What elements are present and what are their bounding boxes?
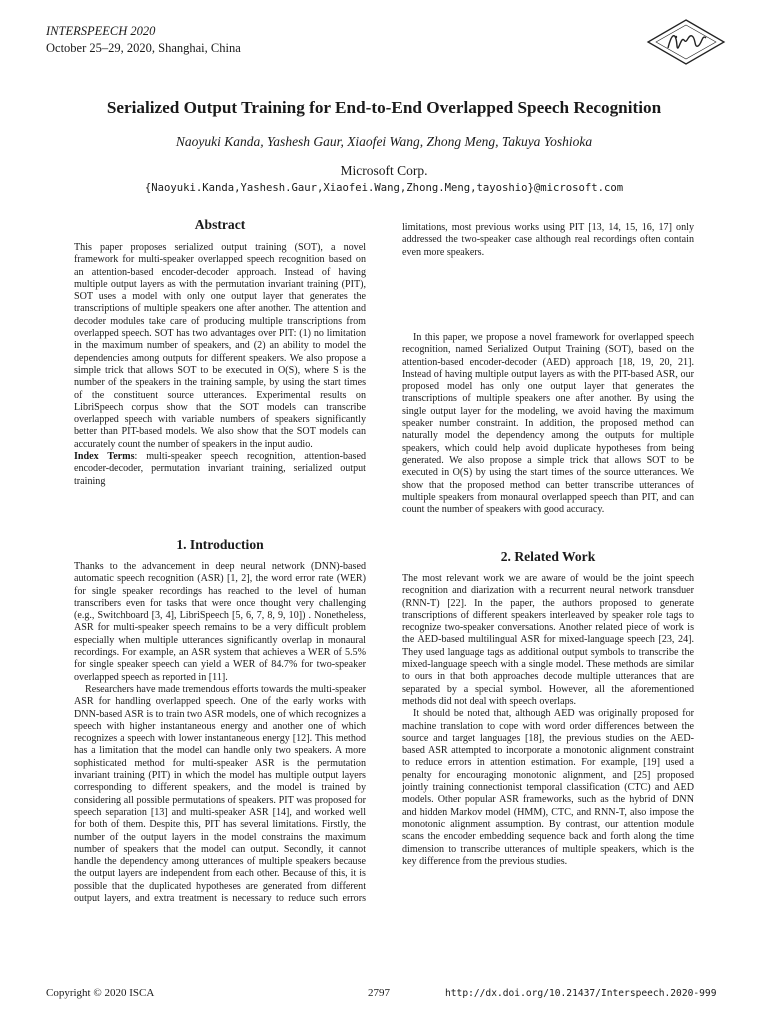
- doi-link[interactable]: http://dx.doi.org/10.21437/Interspeech.2020-999: [445, 988, 717, 999]
- introduction-body-right: [402, 222, 694, 516]
- isca-logo-icon: [646, 18, 726, 66]
- abstract-body: [74, 242, 366, 488]
- related-work-heading: 2. Related Work: [500, 549, 596, 564]
- intro-paragraph-1: Thanks to the advancement in deep neural network (DNN)-based automatic speech recognition (ASR) [1, 2], the word error rate (WER) for single speaker recordings has reached to the level of human transcribers even for tasks that were once thought very challenging (e.g., Switchboard [3, 4], LibriSpeech [5, 6, 7, 8, 9, 10]) . Nonetheless, ASR for multi-speaker speech remains to be a very difficult problem especially when multiple utterances significantly overlap in monaural recordings. For example, an ASR system that achieves a WER of 5.5% for single speaker speech can yield a WER of 84.7% for two-speaker overlapped speech as reported in [11].: [74, 561, 366, 683]
- intro-paragraph-3: In this paper, we propose a novel framework for overlapped speech recognition, named Serialized Output Training (SOT), based on the attention-based encoder-decoder (AED) approach [18, 19, 20, 21]. Instead of having multiple output layers as with the PIT-based ASR, our proposed model has only one output layer that generates the transcriptions of multiple speakers one after another. By using the single output layer for the modeling, we avoid having the maximum speaker number constraint. In addition, the proposed method can naturally model the dependency among the outputs for multiple speakers, which could help avoid duplicate hypotheses from being generated. We also propose a simple trick that allows SOT to be executed in O(S) by using the start times of the source utterances. We show that the proposed method can better transcribe utterances of multiple speakers from monaural overlapped speech than PIT, and can count the number of speakers with good accuracy.: [402, 332, 694, 516]
- index-terms-text: : multi-speaker speech recognition, attention-based encoder-decoder, permutation invariant training, serialized output training: [74, 451, 366, 487]
- conference-name: INTERSPEECH 2020: [46, 24, 156, 38]
- abstract-heading: Abstract: [194, 217, 246, 232]
- index-terms-label: Index Terms: [74, 451, 135, 463]
- intro-paragraph-2: Researchers have made tremendous efforts towards the multi-speaker ASR for handling overlapped speech. One of the early works with DNN-based ASR is to train two ASR models, one of which recognizes a speech with higher instantaneous energy and another one of which recognizes a speech with lower instantaneous energy [12]. This method has a limitation that the model can handle only two speakers. A more sophisticated method for multi-speaker ASR is the permutation invariant training (PIT) in which the model has multiple output layers corresponding to different speakers, and the model is trained by considering all possible permutations of speakers. PIT was proposed for speech separation [13] and multi-speaker ASR [14], and worked well for both of them. Despite this, PIT has several limitations. Firstly, the number of the output layers in the model constrains the maximum number of speakers that the model can output. Secondly, it cannot handle the dependency among utterances of multiple speakers because the output layers are independent from each other. Because of this, it is possible that the duplicated hypotheses are generated from different output layers, and extra treatment is necessary to reduce such errors: [74, 683, 366, 905]
- related-work-paragraph-2: It should be noted that, although AED was originally proposed for machine translation to cope with word order differences between the source and target languages [18], the previous studies on the AED-based ASR attempted to incorporate a monotonic alignment constraint to reduce errors in attention estimation. For example, [19] used a penalty for encouraging monotonic alignment, and [25] proposed jointly training connectionist temporal classification (CTC) and AED models. Other popular ASR frameworks, such as the hybrid of DNN and hidden Markov model (HMM), CTC, and RNN-T, also impose the monotonic alignment assumption. By contrast, our attention module scans the encoder embedding sequence back and forth along the time dimension to transcribe utterances of multiple speakers, which is the key difference from the previous studies.: [402, 708, 694, 867]
- introduction-body-left: [74, 561, 366, 905]
- related-work-body: [402, 573, 694, 868]
- related-work-paragraph-1: The most relevant work we are aware of would be the joint speech recognition and diarization with a recurrent neural network transduer (RNN-T) [22]. In the paper, the authors proposed to generate transcriptions of different speakers interleaved by speaker role tags to recognize two-speaker conversations. Another related piece of work is the AED-based multilingual ASR for mixed-language speech [23, 24]. They used language tags as additional output symbols to transcribe the mixed-language speech with a single model. These methods are similar to ours in that both approaches decode multiple utterances that are separated by a special symbol. However, all the aforementioned methods did not deal with speech overlaps.: [402, 573, 694, 707]
- index-terms: [74, 451, 366, 488]
- copyright: Copyright © 2020 ISCA: [46, 987, 155, 999]
- introduction-heading: 1. Introduction: [176, 537, 264, 552]
- intro-paragraph-2-continued: [402, 222, 694, 332]
- page-number: 2797: [368, 987, 390, 999]
- paper-authors: Naoyuki Kanda, Yashesh Gaur, Xiaofei Wang, Zhong Meng, Takuya Yoshioka: [175, 134, 593, 149]
- paper-affiliation: Microsoft Corp.: [340, 163, 428, 178]
- paper-email: {Naoyuki.Kanda,Yashesh.Gaur,Xiaofei.Wang,Zhong.Meng,tayoshio}@microsoft.com: [144, 182, 624, 194]
- abstract-text: This paper proposes serialized output training (SOT), a novel framework for multi-speaker overlapped speech recognition based on an attention-based encoder-decoder approach. Instead of having multiple output layers as with the permutation invariant training (PIT), SOT uses a model with only one output layer that generates the transcriptions of multiple speakers one after another. The attention and decoder modules take care of producing multiple transcriptions from overlapped speech. SOT has two advantages over PIT: (1) no limitation in the maximum number of speakers, and (2) an ability to model the dependencies among outputs for different speakers. We also propose a simple trick that allows SOT to be executed in O(S), where S is the number of the speakers in the training sample, by using the start times of the constituent source utterances. Experimental results on LibriSpeech corpus show that the SOT models can transcribe overlapped speech with variable numbers of speakers significantly better than PIT-based models. We also show that the SOT models can accurately count the number of speakers in the input audio.: [74, 242, 366, 450]
- intro-paragraph-2-tail: limitations, most previous works using PIT [13, 14, 15, 16, 17] only addressed the two-speaker case although real recordings often contain even more speakers.: [402, 222, 694, 258]
- paper-title: Serialized Output Training for End-to-End Overlapped Speech Recognition: [106, 98, 662, 117]
- conference-date-location: October 25–29, 2020, Shanghai, China: [46, 41, 241, 55]
